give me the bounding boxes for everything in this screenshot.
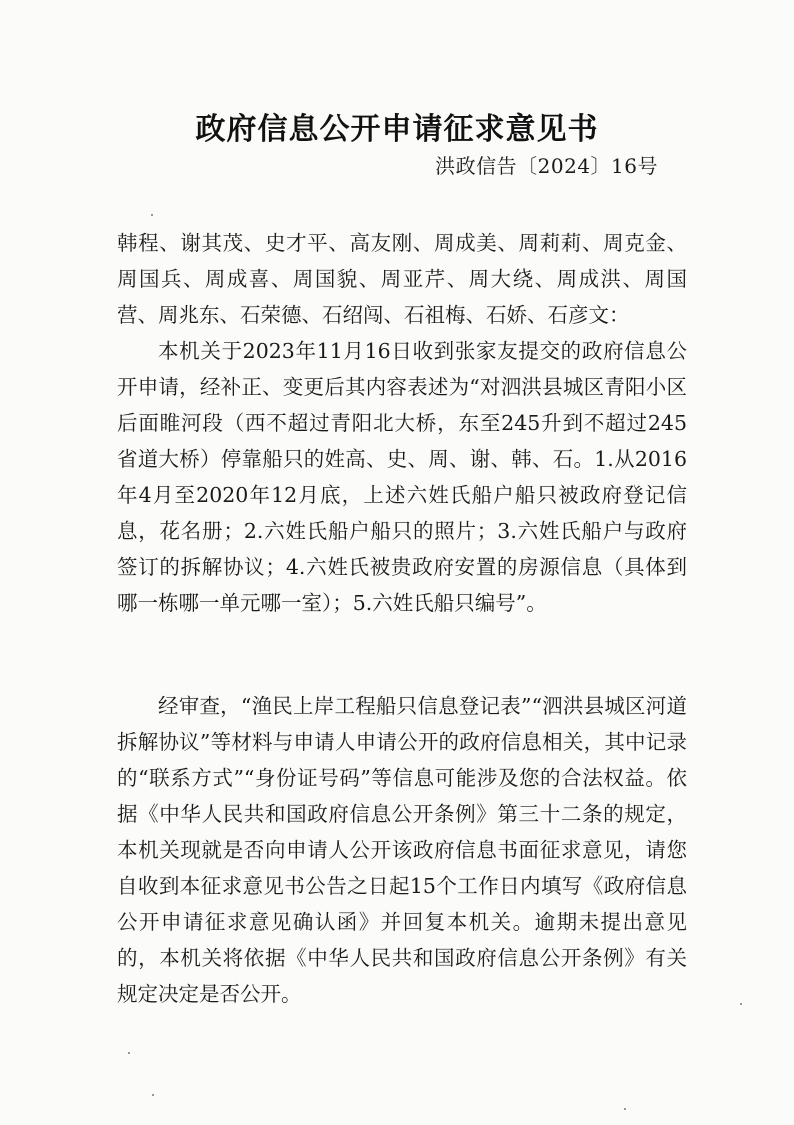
paragraph-request: 本机关于2023年11月16日收到张家友提交的政府信息公开申请，经补正、变更后其内容表述为“对泗洪县城区青阳小区后面睢河段（西不超过青阳北大桥，东至245升到不超过245省道大桥）停靠船只的姓高、史、周、谢、韩、石。1.从2016年4月至2020年12月底，上述六姓氏船户船只被政府登记信息，花名册；2.六姓氏船户船只的照片；3.六姓氏船户与政府签订的拆解协议；4.六姓氏被贵政府安置的房源信息（具体到哪一栋哪一单元哪一室）；5.六姓氏船只编号”。 (117, 339, 687, 615)
scan-speck (151, 214, 153, 216)
scan-speck (740, 1003, 742, 1005)
paragraph-review: 经审查，“渔民上岸工程船只信息登记表”“泗洪县城区河道拆解协议”等材料与申请人申请公开的政府信息相关，其中记录的“联系方式”“身份证号码”等信息可能涉及您的合法权益。依据《中华人民共和国政府信息公开条例》第三十二条的规定，本机关现就是否向申请人公开该政府信息书面征求意见，请您自收到本征求意见书公告之日起15个工作日内填写《政府信息公开申请征求意见确认函》并回复本机关。逾期未提出意见的，本机关将依据《中华人民共和国政府信息公开条例》有关规定决定是否公开。 (117, 694, 687, 1006)
document-number: 洪政信告〔2024〕16号 (435, 154, 658, 178)
addressee-list: 韩程、谢其茂、史才平、高友刚、周成美、周莉莉、周克金、周国兵、周成喜、周国貌、周亚芹、周大绕、周成洪、周国营、周兆东、石荣德、石绍闯、石祖梅、石娇、石彦文： (117, 231, 687, 327)
document-title: 政府信息公开申请征求意见书 (195, 112, 599, 147)
scan-speck (624, 1108, 626, 1110)
scan-speck (152, 1094, 154, 1096)
scan-speck (128, 1052, 130, 1054)
